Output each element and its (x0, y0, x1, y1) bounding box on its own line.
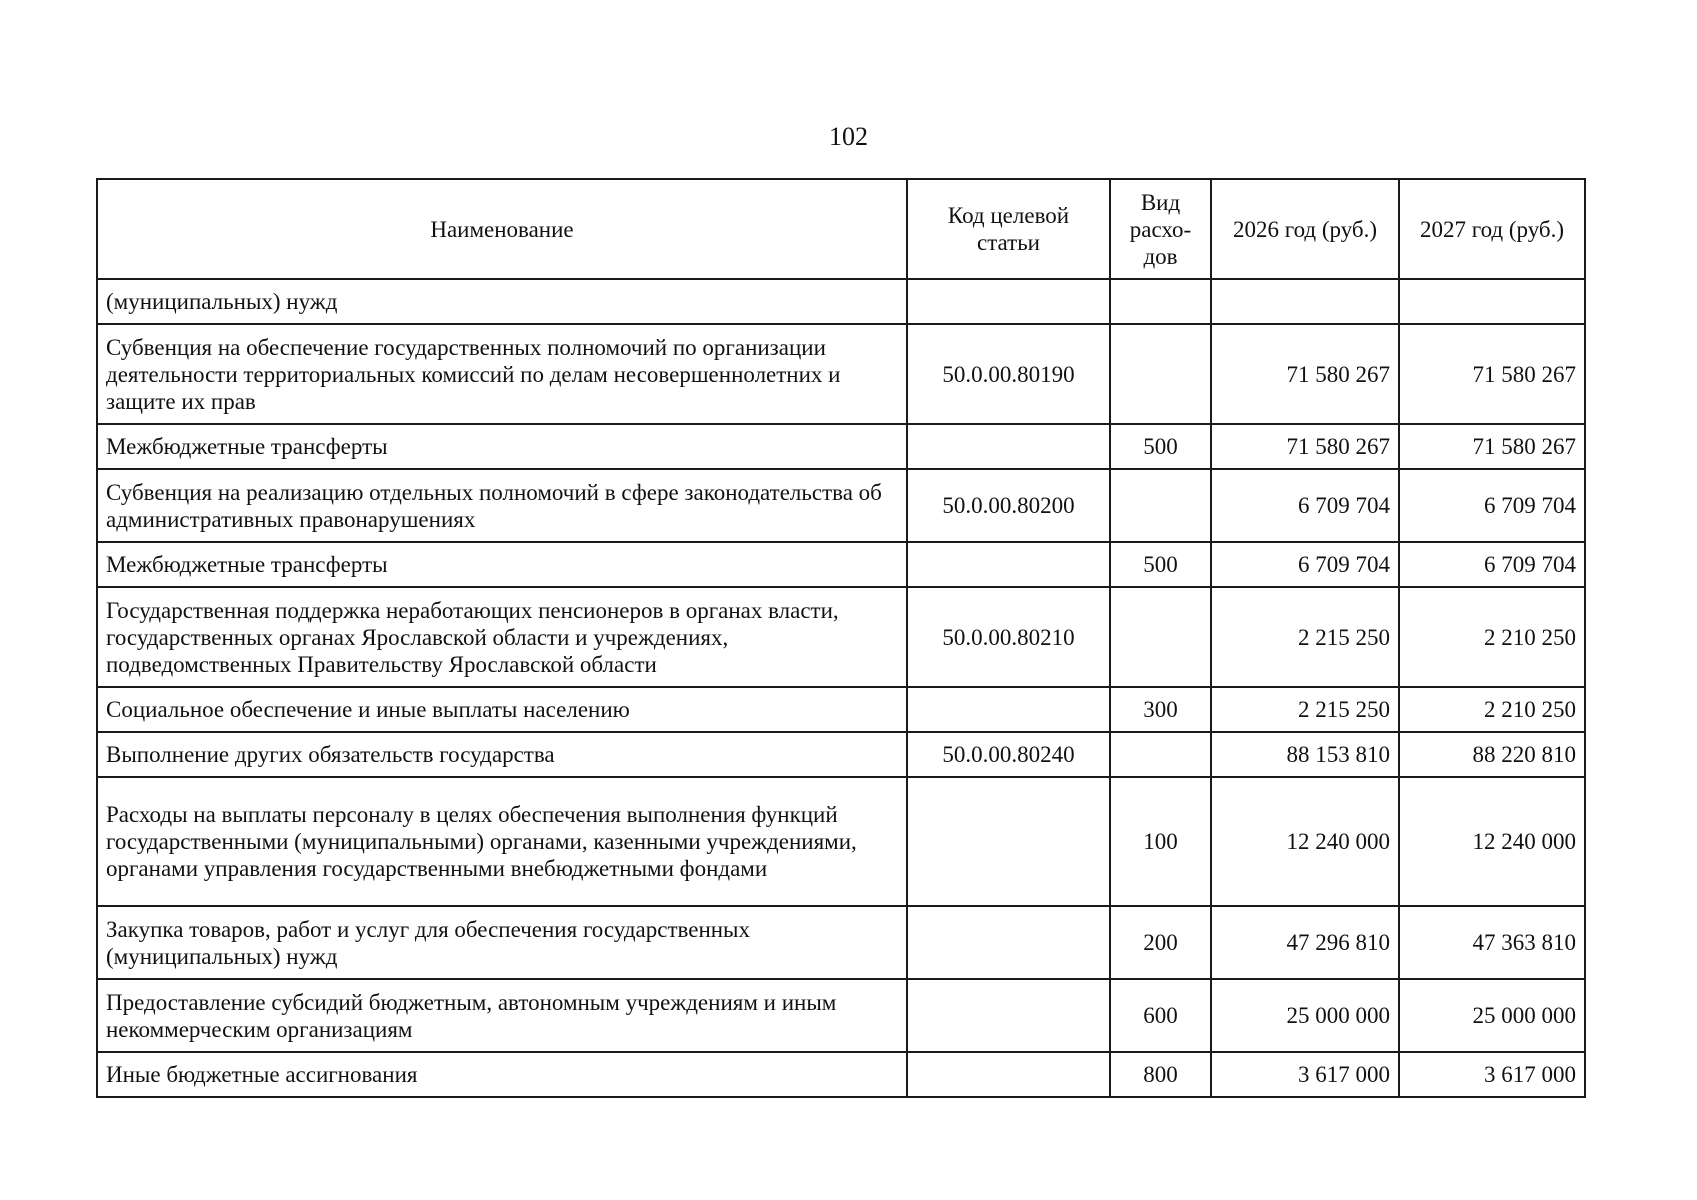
row-kind (1110, 324, 1211, 424)
row-2026: 71 580 267 (1211, 324, 1399, 424)
row-code: 50.0.00.80240 (907, 732, 1110, 777)
row-code (907, 906, 1110, 979)
row-2027: 25 000 000 (1399, 979, 1585, 1052)
row-2026 (1211, 279, 1399, 324)
row-2027: 2 210 250 (1399, 687, 1585, 732)
row-2027: 47 363 810 (1399, 906, 1585, 979)
row-kind (1110, 587, 1211, 687)
table-row (97, 324, 1585, 424)
row-kind (1110, 732, 1211, 777)
page-number: 102 (829, 122, 868, 151)
row-2026: 25 000 000 (1211, 979, 1399, 1052)
row-2026: 6 709 704 (1211, 542, 1399, 587)
row-2026: 3 617 000 (1211, 1052, 1399, 1097)
row-code (907, 424, 1110, 469)
table-row (97, 732, 1585, 777)
table-row (97, 1052, 1585, 1097)
row-2027: 6 709 704 (1399, 542, 1585, 587)
row-2026: 2 215 250 (1211, 587, 1399, 687)
row-name: Расходы на выплаты персоналу в целях обеспечения выполнения функций государственными (муниципальными) органами, казенными учреждениями, органами управления государственными внебюджетными фондами (97, 777, 907, 906)
row-2027: 71 580 267 (1399, 424, 1585, 469)
row-2026: 88 153 810 (1211, 732, 1399, 777)
row-code (907, 1052, 1110, 1097)
row-2027 (1399, 279, 1585, 324)
table-row (97, 777, 1585, 906)
row-kind: 100 (1110, 777, 1211, 906)
row-code (907, 979, 1110, 1052)
row-2027: 88 220 810 (1399, 732, 1585, 777)
row-kind: 500 (1110, 424, 1211, 469)
header-kind: Вид расхо-дов (1110, 179, 1211, 279)
table-row (97, 587, 1585, 687)
row-code: 50.0.00.80210 (907, 587, 1110, 687)
table-row (97, 424, 1585, 469)
row-2026: 2 215 250 (1211, 687, 1399, 732)
row-name: Субвенция на обеспечение государственных полномочий по организации деятельности территориальных комиссий по делам несовершеннолетних и защите их прав (97, 324, 907, 424)
row-2027: 12 240 000 (1399, 777, 1585, 906)
row-name: Выполнение других обязательств государства (97, 732, 907, 777)
row-name: Социальное обеспечение и иные выплаты населению (97, 687, 907, 732)
row-code (907, 777, 1110, 906)
table-header-row (97, 179, 1585, 279)
row-2027: 71 580 267 (1399, 324, 1585, 424)
row-kind: 800 (1110, 1052, 1211, 1097)
table-row (97, 979, 1585, 1052)
row-kind: 200 (1110, 906, 1211, 979)
row-kind: 500 (1110, 542, 1211, 587)
row-code (907, 687, 1110, 732)
header-2026: 2026 год (руб.) (1211, 179, 1399, 279)
row-name: Предоставление субсидий бюджетным, автономным учреждениям и иным некоммерческим организациям (97, 979, 907, 1052)
row-2026: 12 240 000 (1211, 777, 1399, 906)
table-row (97, 906, 1585, 979)
row-2027: 6 709 704 (1399, 469, 1585, 542)
table-row (97, 687, 1585, 732)
row-name: Межбюджетные трансферты (97, 424, 907, 469)
row-name: Государственная поддержка неработающих пенсионеров в органах власти, государственных органах Ярославской области и учреждениях, подведомственных Правительству Ярославской области (97, 587, 907, 687)
row-code (907, 542, 1110, 587)
row-kind (1110, 469, 1211, 542)
header-2027: 2027 год (руб.) (1399, 179, 1585, 279)
row-code: 50.0.00.80190 (907, 324, 1110, 424)
row-name: Иные бюджетные ассигнования (97, 1052, 907, 1097)
header-code: Код целевой статьи (907, 179, 1110, 279)
row-2026: 6 709 704 (1211, 469, 1399, 542)
row-kind: 600 (1110, 979, 1211, 1052)
header-name: Наименование (97, 179, 907, 279)
row-2026: 47 296 810 (1211, 906, 1399, 979)
table-row (97, 469, 1585, 542)
row-name: Закупка товаров, работ и услуг для обеспечения государственных (муниципальных) нужд (97, 906, 907, 979)
row-name: Субвенция на реализацию отдельных полномочий в сфере законодательства об административных правонарушениях (97, 469, 907, 542)
row-kind: 300 (1110, 687, 1211, 732)
budget-table (96, 178, 1586, 1098)
row-2027: 3 617 000 (1399, 1052, 1585, 1097)
row-name: Межбюджетные трансферты (97, 542, 907, 587)
row-2026: 71 580 267 (1211, 424, 1399, 469)
row-code (907, 279, 1110, 324)
row-code: 50.0.00.80200 (907, 469, 1110, 542)
table-row (97, 279, 1585, 324)
row-kind (1110, 279, 1211, 324)
row-name: (муниципальных) нужд (97, 279, 907, 324)
table-row (97, 542, 1585, 587)
row-2027: 2 210 250 (1399, 587, 1585, 687)
